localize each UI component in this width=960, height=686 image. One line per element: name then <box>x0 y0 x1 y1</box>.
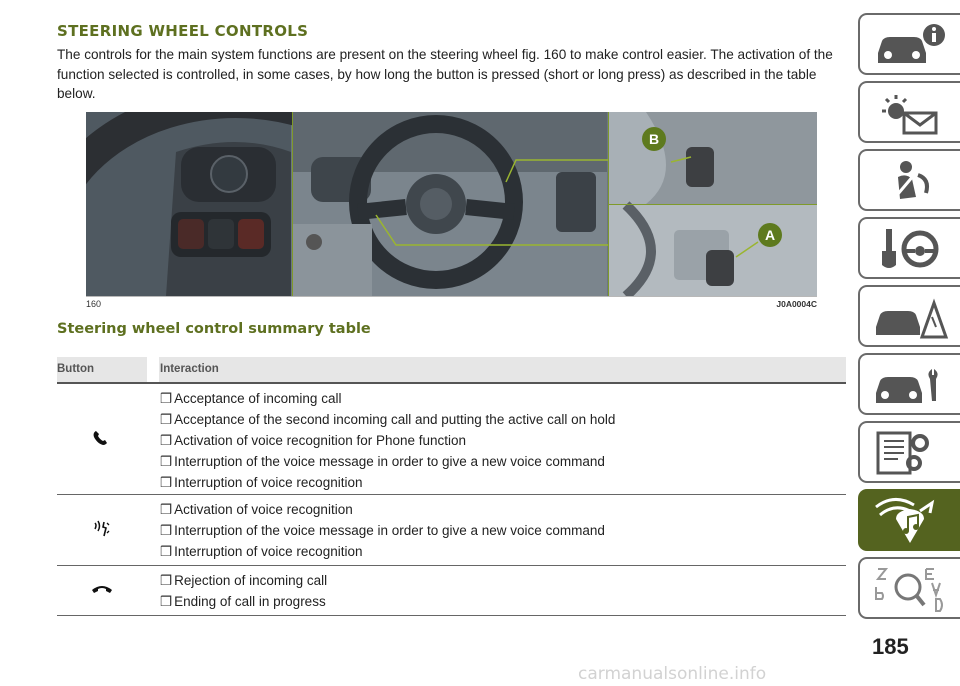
table-row <box>57 384 846 495</box>
phone-answer-icon <box>87 428 117 448</box>
callout-a-label: A <box>764 227 776 243</box>
list-item: ❒ Activation of voice recognition <box>160 502 353 517</box>
tab-warning-lights[interactable] <box>858 81 960 143</box>
list-item: ❒ Acceptance of the second incoming call and putting the active call on hold <box>160 412 616 427</box>
technical-data-icon <box>870 429 950 477</box>
page-number: 185 <box>872 634 909 659</box>
interaction-list <box>160 388 615 493</box>
list-item: ❒ Acceptance of incoming call <box>160 391 342 406</box>
steering-wheel-figure <box>86 112 817 296</box>
tab-emergency[interactable] <box>858 285 960 347</box>
column-header-button: Button <box>57 363 95 375</box>
figure-number: 160 <box>86 299 102 309</box>
column-header-interaction: Interaction <box>160 363 219 375</box>
watermark: carmanualsonline.info <box>578 664 767 684</box>
car-emergency-icon <box>870 293 950 341</box>
section-title: STEERING WHEEL CONTROLS <box>57 22 309 40</box>
list-item: ❒ Interruption of voice recognition <box>160 475 363 490</box>
interaction-list <box>160 570 327 612</box>
tab-technical-data[interactable] <box>858 421 960 483</box>
figure-caption <box>86 297 817 311</box>
list-item: ❒ Ending of call in progress <box>160 594 326 609</box>
alphabetical-index-icon <box>870 565 950 613</box>
tab-starting-driving[interactable] <box>858 217 960 279</box>
tab-multimedia[interactable] <box>858 489 960 551</box>
multimedia-icon <box>870 497 950 545</box>
intro-paragraph: The controls for the main system functions are present on the steering wheel fig. 160 to make control easier. The activation of the function selected is controlled, in some cases, by how long the button is pressed (short or long press) as described in the table below. <box>57 47 833 101</box>
car-maintenance-icon <box>870 361 950 409</box>
interaction-list <box>160 499 605 562</box>
phone-hangup-icon <box>87 578 117 598</box>
header-separator <box>147 357 159 382</box>
seatbelt-airbag-icon <box>870 157 950 205</box>
tab-safety[interactable] <box>858 149 960 211</box>
list-item: ❒ Interruption of the voice message in order to give a new voice command <box>160 454 605 469</box>
list-item: ❒ Interruption of voice recognition <box>160 544 363 559</box>
steering-wheel-illustration <box>86 112 817 296</box>
list-item: ❒ Interruption of the voice message in order to give a new voice command <box>160 523 605 538</box>
table-title: Steering wheel control summary table <box>57 321 371 337</box>
tab-maintenance[interactable] <box>858 353 960 415</box>
table-row <box>57 566 846 616</box>
figure-code: J0A0004C <box>776 299 817 309</box>
tab-index[interactable] <box>858 557 960 619</box>
tab-car-info[interactable] <box>858 13 960 75</box>
callout-b-label: B <box>648 131 660 147</box>
list-item: ❒ Rejection of incoming call <box>160 573 328 588</box>
car-info-icon <box>870 21 950 69</box>
warning-lights-message-icon <box>870 89 950 137</box>
voice-recognition-icon <box>87 519 117 539</box>
table-header <box>57 357 846 384</box>
key-steering-wheel-icon <box>870 225 950 273</box>
table-row <box>57 495 846 566</box>
list-item: ❒ Activation of voice recognition for Phone function <box>160 433 467 448</box>
